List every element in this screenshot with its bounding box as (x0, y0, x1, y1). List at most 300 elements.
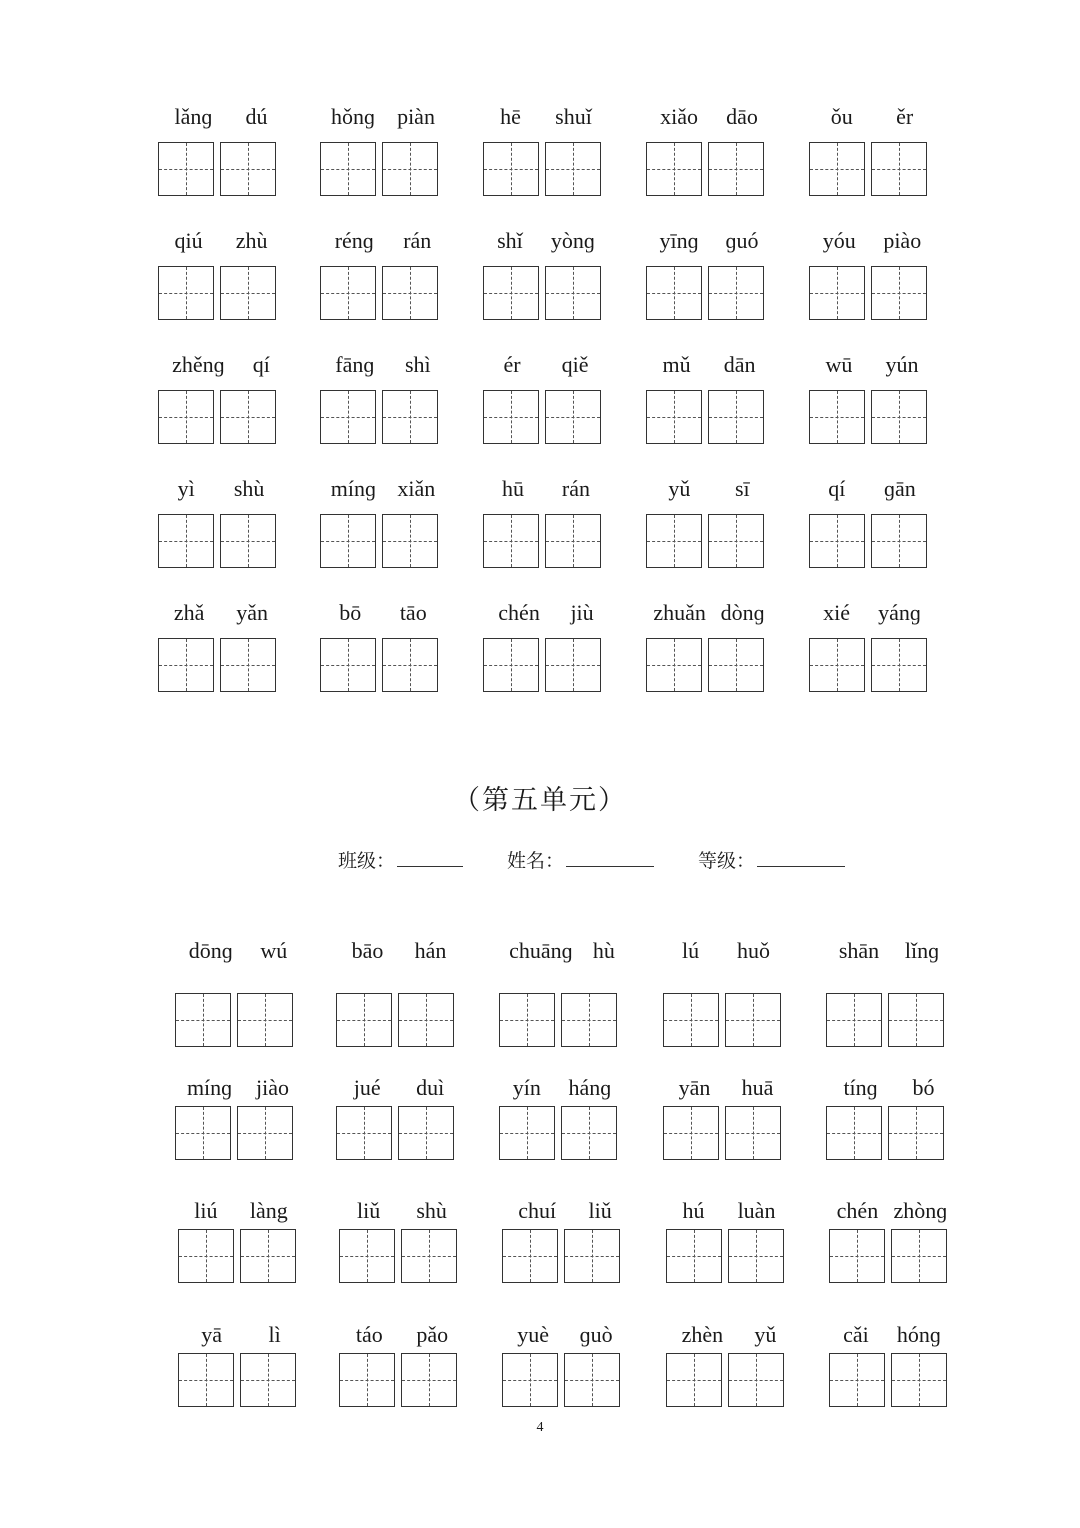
vocab-item (320, 476, 446, 600)
pinyin-syllable: shì (405, 352, 431, 377)
writing-boxes (175, 1106, 293, 1160)
pinyin-syllable: qí (252, 352, 270, 377)
name-field (507, 846, 654, 873)
tianzige-box[interactable] (708, 390, 764, 444)
pinyin-syllable: yánɡ (878, 600, 921, 625)
tianzige-box[interactable] (382, 638, 438, 692)
tianzige-box[interactable] (888, 993, 944, 1047)
pinyin-line (158, 352, 284, 390)
pinyin-syllable: làng (249, 1198, 288, 1223)
vocab-item (158, 104, 284, 228)
tianzige-box[interactable] (220, 638, 276, 692)
tianzige-box[interactable] (725, 1106, 781, 1160)
vocab-item (483, 228, 609, 352)
tianzige-box[interactable] (545, 142, 601, 196)
vocab-item (663, 1075, 789, 1199)
pinyin-syllable: ɡuò (579, 1322, 613, 1347)
writing-boxes (178, 1353, 296, 1407)
vocab-item (809, 228, 935, 352)
vocab-item (320, 104, 446, 228)
tianzige-box[interactable] (178, 1229, 234, 1283)
pinyin-syllable: xiǎo (660, 104, 698, 129)
tianzige-box[interactable] (483, 390, 539, 444)
tianzige-box[interactable] (320, 514, 376, 568)
tianzige-box[interactable] (646, 390, 702, 444)
writing-boxes (809, 266, 927, 320)
writing-boxes (809, 638, 927, 692)
pinyin-syllable: yuè (517, 1322, 550, 1347)
tianzige-box[interactable] (158, 142, 214, 196)
writing-boxes (158, 514, 276, 568)
writing-boxes (320, 266, 438, 320)
tianzige-box[interactable] (809, 514, 865, 568)
pinyin-syllable: tínɡ (843, 1075, 878, 1100)
pinyin-syllable: yǔ (754, 1322, 777, 1347)
tianzige-box[interactable] (564, 1229, 620, 1283)
vocab-item (809, 600, 935, 724)
pinyin-line (158, 476, 284, 514)
pinyin-syllable: yǎn (236, 600, 269, 625)
tianzige-box[interactable] (663, 1106, 719, 1160)
pinyin-syllable: jiù (570, 600, 594, 625)
tianzige-box[interactable] (666, 1229, 722, 1283)
pinyin-syllable: wū (825, 352, 853, 377)
pinyin-syllable: duì (416, 1075, 445, 1100)
vocab-item (646, 600, 772, 724)
tianzige-box[interactable] (725, 993, 781, 1047)
writing-boxes (499, 1106, 617, 1160)
tianzige-box[interactable] (564, 1353, 620, 1407)
tianzige-box[interactable] (320, 638, 376, 692)
vocab-item (646, 228, 772, 352)
vocab-item (502, 1198, 628, 1322)
pinyin-syllable: sī (734, 476, 750, 501)
writing-boxes (646, 266, 764, 320)
pinyin-line (646, 104, 772, 142)
pinyin-syllable: dōnɡ (188, 938, 233, 963)
pinyin-syllable: ěr (896, 104, 914, 129)
tianzige-box[interactable] (646, 266, 702, 320)
pinyin-line (809, 228, 935, 266)
tianzige-box[interactable] (561, 1106, 617, 1160)
tianzige-box[interactable] (382, 266, 438, 320)
pinyin-syllable: yān (678, 1075, 711, 1100)
tianzige-box[interactable] (545, 638, 601, 692)
pinyin-line (646, 352, 772, 390)
tianzige-box[interactable] (809, 266, 865, 320)
pinyin-syllable: zhèn (681, 1322, 724, 1347)
writing-boxes (483, 638, 601, 692)
tianzige-box[interactable] (871, 514, 927, 568)
vocab-item (158, 600, 284, 724)
tianzige-box[interactable] (708, 266, 764, 320)
pinyin-syllable: shù (416, 1198, 447, 1223)
tianzige-box[interactable] (826, 993, 882, 1047)
tianzige-box[interactable] (220, 266, 276, 320)
tianzige-box[interactable] (646, 638, 702, 692)
pinyin-line (320, 104, 446, 142)
tianzige-box[interactable] (809, 638, 865, 692)
pinyin-syllable: mínɡ (186, 1075, 233, 1100)
class-field (338, 846, 463, 873)
tianzige-box[interactable] (220, 142, 276, 196)
pinyin-syllable: rán (561, 476, 591, 501)
class-field-label: 班级： (338, 851, 396, 872)
pinyin-syllable: qiě (561, 352, 589, 377)
tianzige-box[interactable] (382, 142, 438, 196)
pinyin-syllable: hù (592, 938, 615, 963)
tianzige-box[interactable] (320, 142, 376, 196)
tianzige-box[interactable] (499, 993, 555, 1047)
pinyin-syllable: hú (682, 1198, 705, 1223)
tianzige-box[interactable] (871, 390, 927, 444)
grade-field (698, 846, 845, 873)
pinyin-syllable: chuānɡ (509, 938, 573, 963)
tianzige-box[interactable] (728, 1229, 784, 1283)
pinyin-syllable: jué (353, 1075, 381, 1100)
writing-boxes (178, 1229, 296, 1283)
writing-boxes (499, 993, 617, 1047)
writing-boxes (809, 514, 927, 568)
tianzige-box[interactable] (237, 1106, 293, 1160)
tianzige-box[interactable] (483, 266, 539, 320)
writing-boxes (826, 993, 944, 1047)
tianzige-box[interactable] (663, 993, 719, 1047)
pinyin-syllable: shuǐ (555, 104, 592, 129)
writing-boxes (158, 638, 276, 692)
tianzige-box[interactable] (158, 638, 214, 692)
vocab-item (158, 476, 284, 600)
tianzige-box[interactable] (646, 514, 702, 568)
pinyin-syllable: bó (912, 1075, 935, 1100)
pinyin-line (809, 600, 935, 638)
writing-boxes (175, 993, 293, 1047)
pinyin-syllable: qí (828, 476, 846, 501)
vocab-item (499, 938, 625, 1062)
tianzige-box[interactable] (401, 1229, 457, 1283)
tianzige-box[interactable] (220, 514, 276, 568)
pinyin-syllable: lǎnɡ (174, 104, 213, 129)
tianzige-box[interactable] (545, 266, 601, 320)
tianzige-box[interactable] (158, 514, 214, 568)
writing-boxes (336, 1106, 454, 1160)
writing-boxes (666, 1229, 784, 1283)
tianzige-box[interactable] (871, 142, 927, 196)
tianzige-box[interactable] (728, 1353, 784, 1407)
tianzige-box[interactable] (398, 1106, 454, 1160)
pinyin-syllable: shān (838, 938, 880, 963)
tianzige-box[interactable] (708, 638, 764, 692)
unit-title: （第五单元） (453, 785, 627, 815)
pinyin-line (158, 228, 284, 266)
vocab-item (663, 938, 789, 1062)
vocab-item (320, 352, 446, 476)
tianzige-box[interactable] (158, 390, 214, 444)
pinyin-syllable: bō (339, 600, 362, 625)
tianzige-box[interactable] (336, 1106, 392, 1160)
tianzige-box[interactable] (809, 142, 865, 196)
pinyin-syllable: chén (498, 600, 540, 625)
vocab-item (339, 1198, 465, 1322)
pinyin-line (483, 104, 609, 142)
pinyin-syllable: tāo (399, 600, 427, 625)
pinyin-syllable: chuí (518, 1198, 557, 1223)
pinyin-line (320, 476, 446, 514)
pinyin-syllable: xié (823, 600, 850, 625)
writing-boxes (829, 1229, 947, 1283)
tianzige-box[interactable] (871, 266, 927, 320)
tianzige-box[interactable] (888, 1106, 944, 1160)
pinyin-syllable: hǒnɡ (331, 104, 376, 129)
pinyin-syllable: dāo (726, 104, 758, 129)
pinyin-line (809, 476, 935, 514)
pinyin-syllable: mǔ (662, 352, 691, 377)
pinyin-syllable: ɡān (883, 476, 916, 501)
student-info-row (338, 846, 845, 873)
pinyin-syllable: rénɡ (334, 228, 374, 253)
vocab-item (320, 600, 446, 724)
pinyin-line (809, 104, 935, 142)
pinyin-line (336, 938, 462, 976)
pinyin-syllable: dú (245, 104, 268, 129)
pinyin-syllable: cǎi (843, 1322, 869, 1347)
writing-boxes (502, 1229, 620, 1283)
vocab-item (646, 352, 772, 476)
pinyin-syllable: yīnɡ (659, 228, 699, 253)
tianzige-box[interactable] (158, 266, 214, 320)
tianzige-box[interactable] (708, 142, 764, 196)
vocab-item (483, 352, 609, 476)
pinyin-syllable: liǔ (588, 1198, 612, 1223)
pinyin-line (646, 476, 772, 514)
tianzige-box[interactable] (175, 993, 231, 1047)
vocab-item (829, 1198, 955, 1322)
vocab-item (499, 1075, 625, 1199)
pinyin-syllable: zhuǎn (653, 600, 706, 625)
page-number: 4 (536, 1420, 544, 1435)
vocab-item (320, 228, 446, 352)
pinyin-line (320, 600, 446, 638)
pinyin-line (646, 600, 772, 638)
pinyin-syllable: hónɡ (896, 1322, 941, 1347)
pinyin-syllable: hán (414, 938, 447, 963)
pinyin-syllable: lú (681, 938, 700, 963)
pinyin-syllable: dān (723, 352, 756, 377)
pinyin-syllable: fānɡ (335, 352, 375, 377)
pinyin-syllable: jiào (256, 1075, 290, 1100)
writing-boxes (829, 1353, 947, 1407)
tianzige-box[interactable] (237, 993, 293, 1047)
pinyin-syllable: ɡuó (725, 228, 759, 253)
pinyin-syllable: dònɡ (720, 600, 765, 625)
pinyin-line (158, 600, 284, 638)
pinyin-line (483, 600, 609, 638)
grade-field-blank[interactable] (757, 846, 845, 867)
pinyin-syllable: rán (403, 228, 432, 253)
name-field-label: 姓名： (507, 851, 565, 872)
writing-boxes (320, 142, 438, 196)
tianzige-box[interactable] (646, 142, 702, 196)
vocab-item (158, 352, 284, 476)
vocab-item (178, 1198, 304, 1322)
writing-boxes (826, 1106, 944, 1160)
pinyin-line (175, 938, 301, 976)
tianzige-box[interactable] (545, 390, 601, 444)
tianzige-box[interactable] (502, 1229, 558, 1283)
tianzige-box[interactable] (320, 390, 376, 444)
pinyin-syllable: yònɡ (550, 228, 595, 253)
pinyin-syllable: wú (260, 938, 288, 963)
name-field-blank[interactable] (566, 846, 654, 867)
tianzige-box[interactable] (829, 1353, 885, 1407)
tianzige-box[interactable] (178, 1353, 234, 1407)
pinyin-syllable: hánɡ (568, 1075, 612, 1100)
writing-boxes (483, 390, 601, 444)
pinyin-syllable: yā (201, 1322, 223, 1347)
writing-boxes (320, 390, 438, 444)
pinyin-line (158, 104, 284, 142)
tianzige-box[interactable] (320, 266, 376, 320)
pinyin-syllable: zhù (235, 228, 268, 253)
writing-boxes (158, 266, 276, 320)
pinyin-syllable: luàn (737, 1198, 776, 1223)
writing-boxes (663, 1106, 781, 1160)
vocab-item (809, 352, 935, 476)
tianzige-box[interactable] (339, 1353, 395, 1407)
writing-boxes (646, 390, 764, 444)
pinyin-syllable: liǔ (357, 1198, 381, 1223)
pinyin-syllable: yún (885, 352, 919, 377)
tianzige-box[interactable] (175, 1106, 231, 1160)
vocab-item (336, 938, 462, 1062)
writing-boxes (663, 993, 781, 1047)
tianzige-box[interactable] (891, 1353, 947, 1407)
tianzige-box[interactable] (336, 993, 392, 1047)
pinyin-syllable: shù (233, 476, 265, 501)
tianzige-box[interactable] (483, 142, 539, 196)
tianzige-box[interactable] (382, 390, 438, 444)
pinyin-syllable: xiǎn (397, 476, 436, 501)
pinyin-syllable: huā (741, 1075, 774, 1100)
tianzige-box[interactable] (499, 1106, 555, 1160)
pinyin-line (483, 352, 609, 390)
vocab-item (158, 228, 284, 352)
pinyin-syllable: bāo (351, 938, 384, 963)
pinyin-syllable: yín (512, 1075, 541, 1100)
tianzige-box[interactable] (891, 1229, 947, 1283)
tianzige-box[interactable] (708, 514, 764, 568)
writing-boxes (483, 142, 601, 196)
writing-boxes (666, 1353, 784, 1407)
vocab-item (666, 1198, 792, 1322)
pinyin-syllable: táo (355, 1322, 383, 1347)
vocab-item (646, 104, 772, 228)
writing-boxes (483, 266, 601, 320)
tianzige-box[interactable] (220, 390, 276, 444)
tianzige-box[interactable] (339, 1229, 395, 1283)
pinyin-syllable: zhěnɡ (172, 352, 225, 377)
pinyin-syllable: ǒu (830, 104, 853, 129)
pinyin-line (483, 476, 609, 514)
pinyin-syllable: qiú (174, 228, 203, 253)
writing-boxes (809, 142, 927, 196)
vocab-item (826, 1075, 952, 1199)
writing-boxes (320, 638, 438, 692)
tianzige-box[interactable] (483, 514, 539, 568)
tianzige-box[interactable] (545, 514, 601, 568)
pinyin-line (320, 352, 446, 390)
vocab-item (483, 476, 609, 600)
grade-field-label: 等级： (698, 851, 756, 872)
tianzige-box[interactable] (382, 514, 438, 568)
writing-boxes (646, 142, 764, 196)
tianzige-box[interactable] (398, 993, 454, 1047)
tianzige-box[interactable] (240, 1229, 296, 1283)
vocab-item (809, 476, 935, 600)
writing-boxes (158, 142, 276, 196)
writing-boxes (336, 993, 454, 1047)
tianzige-box[interactable] (809, 390, 865, 444)
pinyin-syllable: zhònɡ (893, 1198, 948, 1223)
writing-boxes (339, 1353, 457, 1407)
vocab-item (483, 600, 609, 724)
tianzige-box[interactable] (240, 1353, 296, 1407)
tianzige-box[interactable] (561, 993, 617, 1047)
pinyin-syllable: piào (883, 228, 922, 253)
tianzige-box[interactable] (502, 1353, 558, 1407)
pinyin-syllable: mínɡ (330, 476, 376, 501)
pinyin-syllable: hē (500, 104, 521, 129)
pinyin-syllable: ér (503, 352, 521, 377)
pinyin-line (499, 938, 625, 976)
writing-boxes (646, 638, 764, 692)
tianzige-box[interactable] (871, 638, 927, 692)
pinyin-syllable: lì (268, 1322, 281, 1347)
pinyin-syllable: yì (177, 476, 195, 501)
pinyin-syllable: chén (836, 1198, 879, 1223)
vocab-item (175, 1075, 301, 1199)
pinyin-line (646, 228, 772, 266)
vocab-item (826, 938, 952, 1062)
writing-boxes (158, 390, 276, 444)
tianzige-box[interactable] (666, 1353, 722, 1407)
pinyin-syllable: huǒ (737, 938, 771, 963)
pinyin-syllable: piàn (397, 104, 435, 129)
vocab-item (646, 476, 772, 600)
writing-boxes (502, 1353, 620, 1407)
vocab-item (336, 1075, 462, 1199)
writing-boxes (339, 1229, 457, 1283)
pinyin-syllable: yóu (822, 228, 856, 253)
pinyin-syllable: shǐ (497, 228, 523, 253)
tianzige-box[interactable] (829, 1229, 885, 1283)
pinyin-syllable: hū (501, 476, 524, 501)
writing-boxes (483, 514, 601, 568)
vocab-item (809, 104, 935, 228)
tianzige-box[interactable] (401, 1353, 457, 1407)
class-field-blank[interactable] (397, 846, 463, 867)
pinyin-line (483, 228, 609, 266)
writing-boxes (320, 514, 438, 568)
pinyin-line (663, 938, 789, 976)
pinyin-syllable: liú (194, 1198, 218, 1223)
pinyin-syllable: pǎo (416, 1322, 449, 1347)
writing-boxes (646, 514, 764, 568)
tianzige-box[interactable] (826, 1106, 882, 1160)
tianzige-box[interactable] (483, 638, 539, 692)
pinyin-syllable: zhǎ (173, 600, 205, 625)
pinyin-line (826, 938, 952, 976)
